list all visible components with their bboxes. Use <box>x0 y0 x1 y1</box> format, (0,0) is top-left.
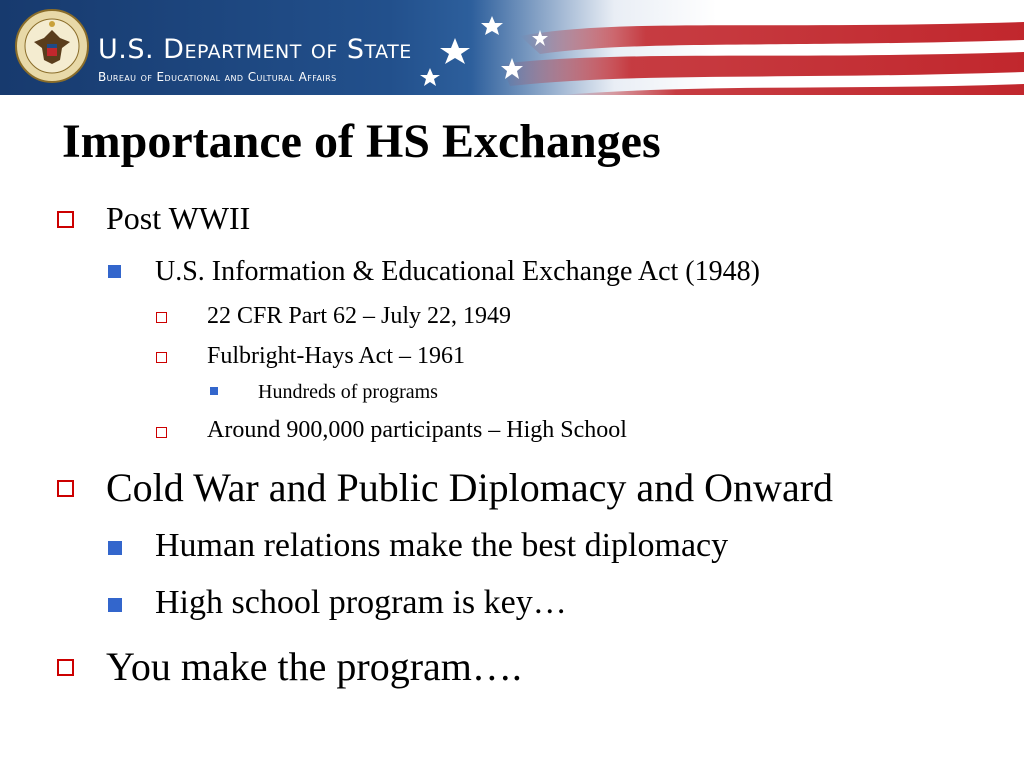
hollow-square-bullet-icon <box>156 352 167 363</box>
solid-square-bullet-icon <box>108 598 122 612</box>
hollow-square-bullet-icon <box>57 659 74 676</box>
bullet-text: Around 900,000 participants – High School <box>207 417 627 443</box>
bullet-text: You make the program…. <box>106 644 522 689</box>
hollow-square-bullet-icon <box>156 312 167 323</box>
bullet-text: Cold War and Public Diplomacy and Onward <box>106 465 834 510</box>
department-name: U.S. Department of State <box>98 34 412 65</box>
bureau-name: Bureau of Educational and Cultural Affairs <box>98 70 337 84</box>
hollow-square-bullet-icon <box>57 480 74 497</box>
solid-square-bullet-icon <box>108 265 121 278</box>
solid-square-bullet-icon <box>210 387 218 395</box>
banner-tagline: Connecting People, Creating Understanding <box>713 3 1014 18</box>
solid-square-bullet-icon <box>108 541 122 555</box>
slide-title: Importance of HS Exchanges <box>62 115 661 168</box>
bullet-text: U.S. Information & Educational Exchange Act (1948) <box>155 256 760 287</box>
bullet-text: High school program is key… <box>155 584 567 621</box>
header-banner <box>0 0 1024 95</box>
hollow-square-bullet-icon <box>156 427 167 438</box>
bullet-text: Human relations make the best diplomacy <box>155 527 729 564</box>
state-department-seal-icon <box>14 8 90 84</box>
bullet-text: Fulbright-Hays Act – 1961 <box>207 343 465 369</box>
bullet-text: 22 CFR Part 62 – July 22, 1949 <box>207 303 512 329</box>
hollow-square-bullet-icon <box>57 211 74 228</box>
bullet-text: Hundreds of programs <box>258 381 438 403</box>
bullet-text: Post WWII <box>106 200 251 236</box>
